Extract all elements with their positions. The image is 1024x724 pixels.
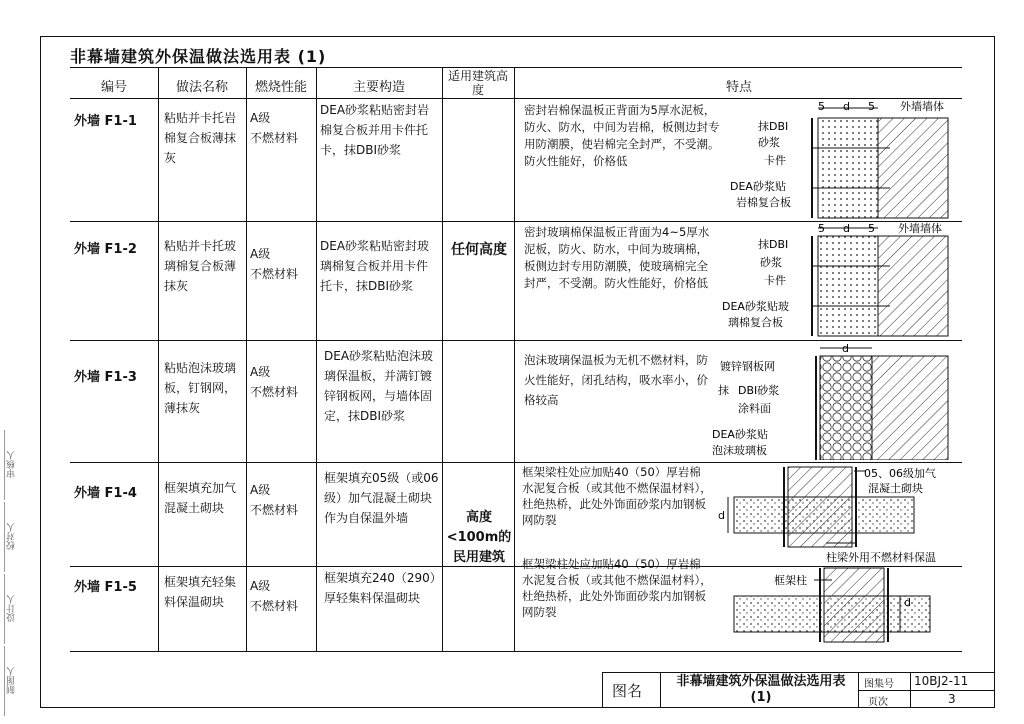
titleblock-row-divider — [858, 690, 995, 691]
titleblock-drawing-name: 非幕墙建筑外保温做法选用表 (1) — [676, 674, 846, 705]
row-construction: 框架填充05级（或06级）加气混凝土砌块作为自保温外墙 — [324, 471, 439, 525]
row-fire: A级 不燃材料 — [250, 365, 299, 399]
titleblock-atlas-no: 10BJ2-11 — [914, 674, 969, 688]
col-divider — [316, 67, 317, 651]
table-top-line — [70, 67, 962, 68]
height-any: 任何高度 — [451, 242, 507, 258]
row-features: 泡沫玻璃保温板为无机不燃材料，防火性能好，闭孔结构，吸水率小，价格较高 — [524, 353, 708, 407]
height-under-100m: 高度<100m的民用建筑 — [446, 510, 512, 565]
header-features: 特点 — [725, 80, 752, 95]
drawing-label: 镀锌钢板网 — [720, 360, 775, 373]
row-features: 框架梁柱处应加贴40（50）厚岩棉水泥复合板（或其他不燃保温材料），杜绝热桥，此处外饰面砂浆内加钢板网防裂 — [522, 465, 712, 527]
col-divider — [442, 67, 443, 651]
drawing-label: DEA砂浆贴 — [730, 180, 786, 193]
row-code: 外墙 F1-1 — [74, 114, 137, 129]
col-divider — [158, 67, 159, 651]
titleblock-label-page: 页次 — [868, 697, 888, 708]
drawing-label: 柱梁外用不燃材料保温 — [826, 551, 936, 564]
titleblock-divider — [602, 672, 603, 708]
row-fire: A级 不燃材料 — [250, 111, 299, 145]
titleblock-page-no: 3 — [948, 692, 956, 706]
drawing-label: 泡沫玻璃板 — [712, 444, 767, 457]
header-construction: 主要构造 — [352, 80, 405, 95]
drawing-label: d — [842, 342, 849, 355]
row-divider — [70, 340, 962, 341]
drawing-label: 涂料面 — [738, 402, 771, 415]
drawing-label: d — [718, 509, 725, 522]
row-code: 外墙 F1-3 — [74, 370, 137, 385]
drawing-label: 框架柱 — [774, 574, 807, 587]
row-code: 外墙 F1-5 — [74, 580, 137, 595]
detail-drawing-f1-3 — [712, 342, 958, 460]
row-name: 粘贴并卡托玻璃棉复合板薄抹灰 — [164, 239, 237, 293]
col-divider — [514, 67, 515, 651]
drawing-label: d — [843, 100, 850, 113]
row-construction: DEA砂浆粘贴密封岩棉复合板并用卡件托卡，抹DBI砂浆 — [320, 103, 430, 157]
drawing-label: 5 — [868, 100, 875, 113]
drawing-label: d — [904, 596, 911, 609]
drawing-label: 卡件 — [764, 154, 786, 167]
row-features: 密封玻璃棉保温板正背面为4~5厚水泥板，防火、防水，中间为玻璃棉，板侧边封专用防潮膜，使玻璃棉完全封严，不受潮。防火性能好，价格低 — [524, 225, 710, 290]
drawing-label: 璃棉复合板 — [728, 316, 783, 329]
header-code: 编号 — [100, 80, 127, 95]
row-construction: 框架填充240（290）厚轻集料保温砌块 — [324, 571, 436, 605]
approval-cell: 设计人 — [4, 574, 27, 644]
row-name: 粘贴并卡托岩棉复合板薄抹灰 — [164, 111, 237, 165]
row-name: 框架填充加气混凝土砌块 — [164, 481, 237, 515]
row-construction: DEA砂浆粘贴泡沫玻璃保温板，并满钉镀锌钢板网，与墙体固定，抹DBI砂浆 — [324, 349, 434, 423]
drawing-label: 砂浆 — [758, 136, 780, 149]
drawing-label: DEA砂浆贴 — [712, 428, 768, 441]
drawing-label: 5 — [818, 222, 825, 235]
titleblock-label-atlas: 图集号 — [864, 679, 894, 690]
detail-drawing-f1-1 — [730, 100, 958, 220]
row-features: 密封岩棉保温板正背面为5厚水泥板，防火、防水，中间为岩棉，板侧边封专用防潮膜，使岩棉完全封严，不受潮。防火性能好，价格低 — [524, 103, 720, 168]
detail-drawing-f1-2 — [722, 222, 958, 338]
drawing-label: 5 — [818, 100, 825, 113]
row-code: 外墙 F1-4 — [74, 486, 137, 501]
titleblock-label-name: 图名 — [612, 682, 643, 700]
row-name: 粘贴泡沫玻璃板，钉钢网，薄抹灰 — [164, 361, 237, 415]
row-construction: DEA砂浆粘贴密封玻璃棉复合板并用卡件托卡，抹DBI砂浆 — [320, 239, 430, 293]
header-fire: 燃烧性能 — [254, 80, 307, 95]
drawing-label: 岩棉复合板 — [736, 196, 791, 209]
col-divider — [246, 67, 247, 651]
drawing-label: 5 — [868, 222, 875, 235]
approval-cell: 制图人 — [4, 646, 27, 716]
drawing-label: d — [843, 222, 850, 235]
row-features: 框架梁柱处应加贴40（50）厚岩棉水泥复合板（或其他不燃保温材料），杜绝热桥，此处外饰面砂浆内加钢板网防裂 — [522, 557, 712, 619]
detail-drawing-f1-4 — [714, 463, 962, 565]
drawing-label: 抹DBI — [758, 120, 789, 133]
table-title: 非幕墙建筑外保温做法选用表 (1) — [70, 47, 327, 66]
titleblock-divider — [660, 672, 661, 708]
row-code: 外墙 F1-2 — [74, 242, 137, 257]
table-bottom-line — [70, 651, 962, 652]
approval-cell: 校对人 — [4, 502, 27, 572]
detail-drawing-f1-5 — [714, 566, 962, 650]
header-name: 做法名称 — [175, 80, 228, 95]
drawing-label: 05、06级加气 — [864, 467, 936, 480]
drawing-label: 混凝土砌块 — [868, 482, 923, 495]
row-fire: A级 不燃材料 — [250, 579, 299, 613]
header-bottom-line — [70, 98, 962, 99]
approval-strip — [0, 430, 30, 720]
row-name: 框架填充轻集料保温砌块 — [164, 575, 237, 609]
approval-cell: 审核人 — [4, 430, 27, 500]
drawing-label: 外墙墙体 — [900, 100, 944, 113]
row-fire: A级 不燃材料 — [250, 483, 299, 517]
drawing-label: DEA砂浆贴玻 — [722, 300, 789, 313]
drawing-label: DBI砂浆 — [738, 384, 780, 397]
drawing-label: 外墙墙体 — [898, 222, 942, 235]
drawing-label: 抹DBI — [758, 238, 789, 251]
drawing-label: 砂浆 — [760, 256, 782, 269]
drawing-label: 抹 — [718, 384, 729, 397]
drawing-label: 卡件 — [764, 274, 786, 287]
header-height: 适用建筑高度 — [447, 69, 508, 97]
row-fire: A级 不燃材料 — [250, 247, 299, 281]
